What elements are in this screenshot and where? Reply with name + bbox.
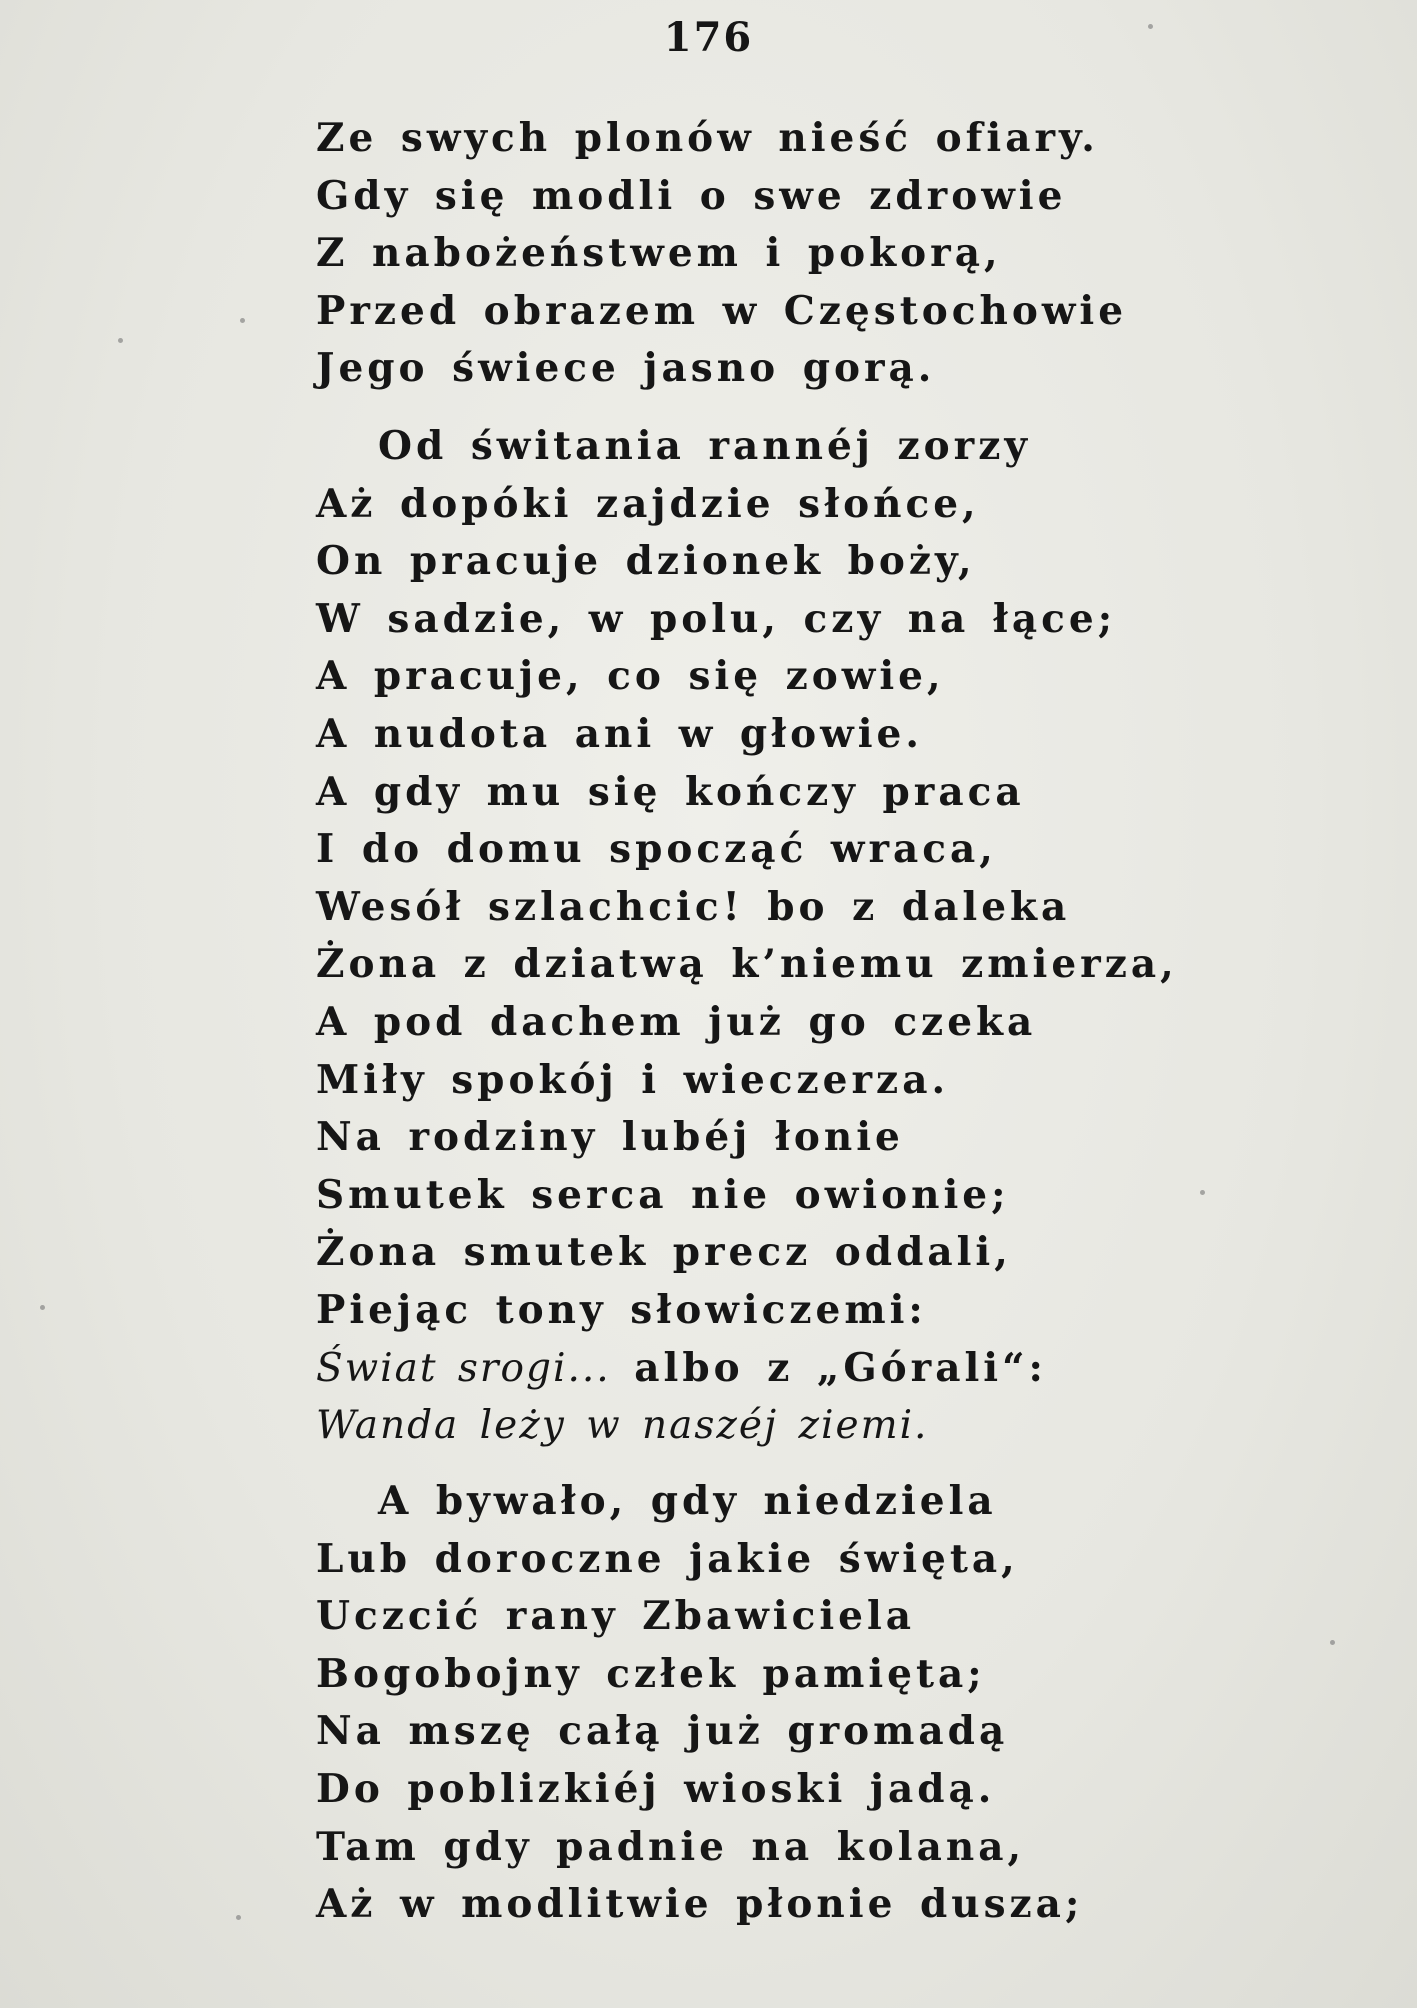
verse-line: Do poblizkiéj wioski jadą. xyxy=(316,1765,996,1812)
stanza-3 xyxy=(316,1473,1376,1934)
paper-speck xyxy=(240,318,245,323)
verse-line: Przed obrazem w Częstochowie xyxy=(316,287,1128,334)
verse-line: Żona smutek precz oddali, xyxy=(316,1229,1012,1276)
song-title-italic: Świat srogi... xyxy=(316,1345,611,1391)
paper-speck xyxy=(40,1305,45,1310)
stanza-2 xyxy=(316,418,1376,1455)
verse-line: A gdy mu się kończy praca xyxy=(316,768,1025,815)
paper-speck xyxy=(1200,1190,1205,1195)
verse-line: Na rodziny lubéj łonie xyxy=(316,1114,904,1161)
verse-line-song-titles xyxy=(316,1340,1376,1398)
verse-line-plain: albo z „Górali“: xyxy=(610,1344,1047,1391)
verse-line-song-title: Wanda leży w naszéj ziemi. xyxy=(316,1403,929,1449)
page-number: 176 xyxy=(663,14,754,61)
verse-line: A nudota ani w głowie. xyxy=(316,710,923,757)
verse-line: Tam gdy padnie na kolana, xyxy=(316,1823,1026,1870)
verse-line: I do domu spocząć wraca, xyxy=(316,826,997,873)
verse-line: Lub doroczne jakie święta, xyxy=(316,1535,1019,1582)
verse-line: Uczcić rany Zbawiciela xyxy=(316,1593,916,1640)
verse-line: Ze swych plonów nieść ofiary. xyxy=(316,115,1099,161)
verse-line: Miły spokój i wieczerza. xyxy=(316,1056,950,1103)
verse-line: Bogobojny człek pamięta; xyxy=(316,1650,986,1697)
stanza-1 xyxy=(316,110,1376,398)
verse-line: Aż dopóki zajdzie słońce, xyxy=(316,480,980,527)
verse-line: On pracuje dzionek boży, xyxy=(316,538,976,585)
verse-line: Na mszę całą już gromadą xyxy=(316,1708,1009,1755)
verse-line: A pracuje, co się zowie, xyxy=(316,653,945,700)
paper-speck xyxy=(118,338,123,343)
verse-line: Piejąc tony słowiczemi: xyxy=(316,1286,927,1333)
verse-line: Żona z dziatwą k’niemu zmierza, xyxy=(316,941,1178,988)
verse-line: Z nabożeństwem i pokorą, xyxy=(316,230,1002,277)
verse-line: A bywało, gdy niedziela xyxy=(378,1478,997,1524)
paper-speck xyxy=(1148,24,1153,29)
verse-line: Jego świece jasno gorą. xyxy=(316,345,936,392)
verse-line: Smutek serca nie owionie; xyxy=(316,1171,1010,1218)
verse-line: Wesół szlachcic! bo z daleka xyxy=(316,883,1071,930)
verse-line: A pod dachem już go czeka xyxy=(316,998,1037,1045)
verse-line: Gdy się modli o swe zdrowie xyxy=(316,172,1067,219)
verse-line: W sadzie, w polu, czy na łące; xyxy=(316,595,1117,642)
paper-speck xyxy=(1330,1640,1335,1645)
verse-line: Od świtania rannéj zorzy xyxy=(378,423,1032,469)
paper-speck xyxy=(236,1915,241,1920)
verse-line: Aż w modlitwie płonie dusza; xyxy=(316,1881,1084,1928)
